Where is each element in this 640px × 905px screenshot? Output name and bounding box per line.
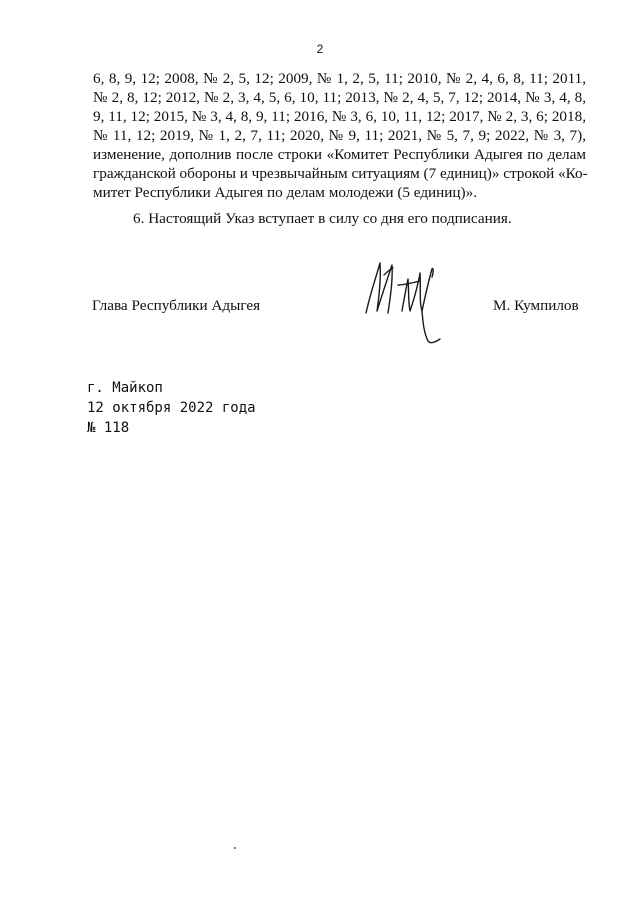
paragraph-line: № 11, 12; 2019, № 1, 2, 7, 11; 2020, № 9, 11; 2021, № 5, 7, 9; 2022, № 3, 7),	[93, 127, 586, 144]
signature-image	[362, 255, 442, 347]
amendment-paragraph	[93, 69, 586, 202]
paragraph-line: 9, 11, 12; 2015, № 3, 4, 8, 9, 11; 2016, № 3, 6, 10, 11, 12; 2017, № 2, 3, 6; 2018,	[93, 108, 586, 125]
signer-title: Глава Республики Адыгея	[92, 297, 261, 314]
clause-6: 6. Настоящий Указ вступает в силу со дня его подписания.	[133, 210, 512, 227]
paragraph-line: гражданской обороны и чрезвычайным ситуациям (7 единиц)» строкой «Ко-	[93, 165, 588, 182]
paragraph-line: 6, 8, 9, 12; 2008, № 2, 5, 12; 2009, № 1, 2, 5, 11; 2010, № 2, 4, 6, 8, 11; 2011,	[93, 70, 586, 87]
signer-name: М. Кумпилов	[493, 297, 579, 314]
registration-stamp	[87, 378, 256, 438]
stamp-number: № 118	[87, 420, 130, 436]
paragraph-line: митет Республики Адыгея по делам молодежи (5 единиц)».	[93, 184, 478, 201]
scan-speck	[234, 847, 236, 849]
stamp-city: г. Майкоп	[87, 380, 163, 396]
page-number: 2	[316, 42, 324, 56]
paragraph-line: изменение, дополнив после строки «Комитет Республики Адыгея по делам	[93, 146, 586, 163]
stamp-date: 12 октября 2022 года	[87, 400, 256, 416]
paragraph-line: № 2, 8, 12; 2012, № 2, 3, 4, 5, 6, 10, 11; 2013, № 2, 4, 5, 7, 12; 2014, № 3, 4, 8,	[93, 89, 586, 106]
